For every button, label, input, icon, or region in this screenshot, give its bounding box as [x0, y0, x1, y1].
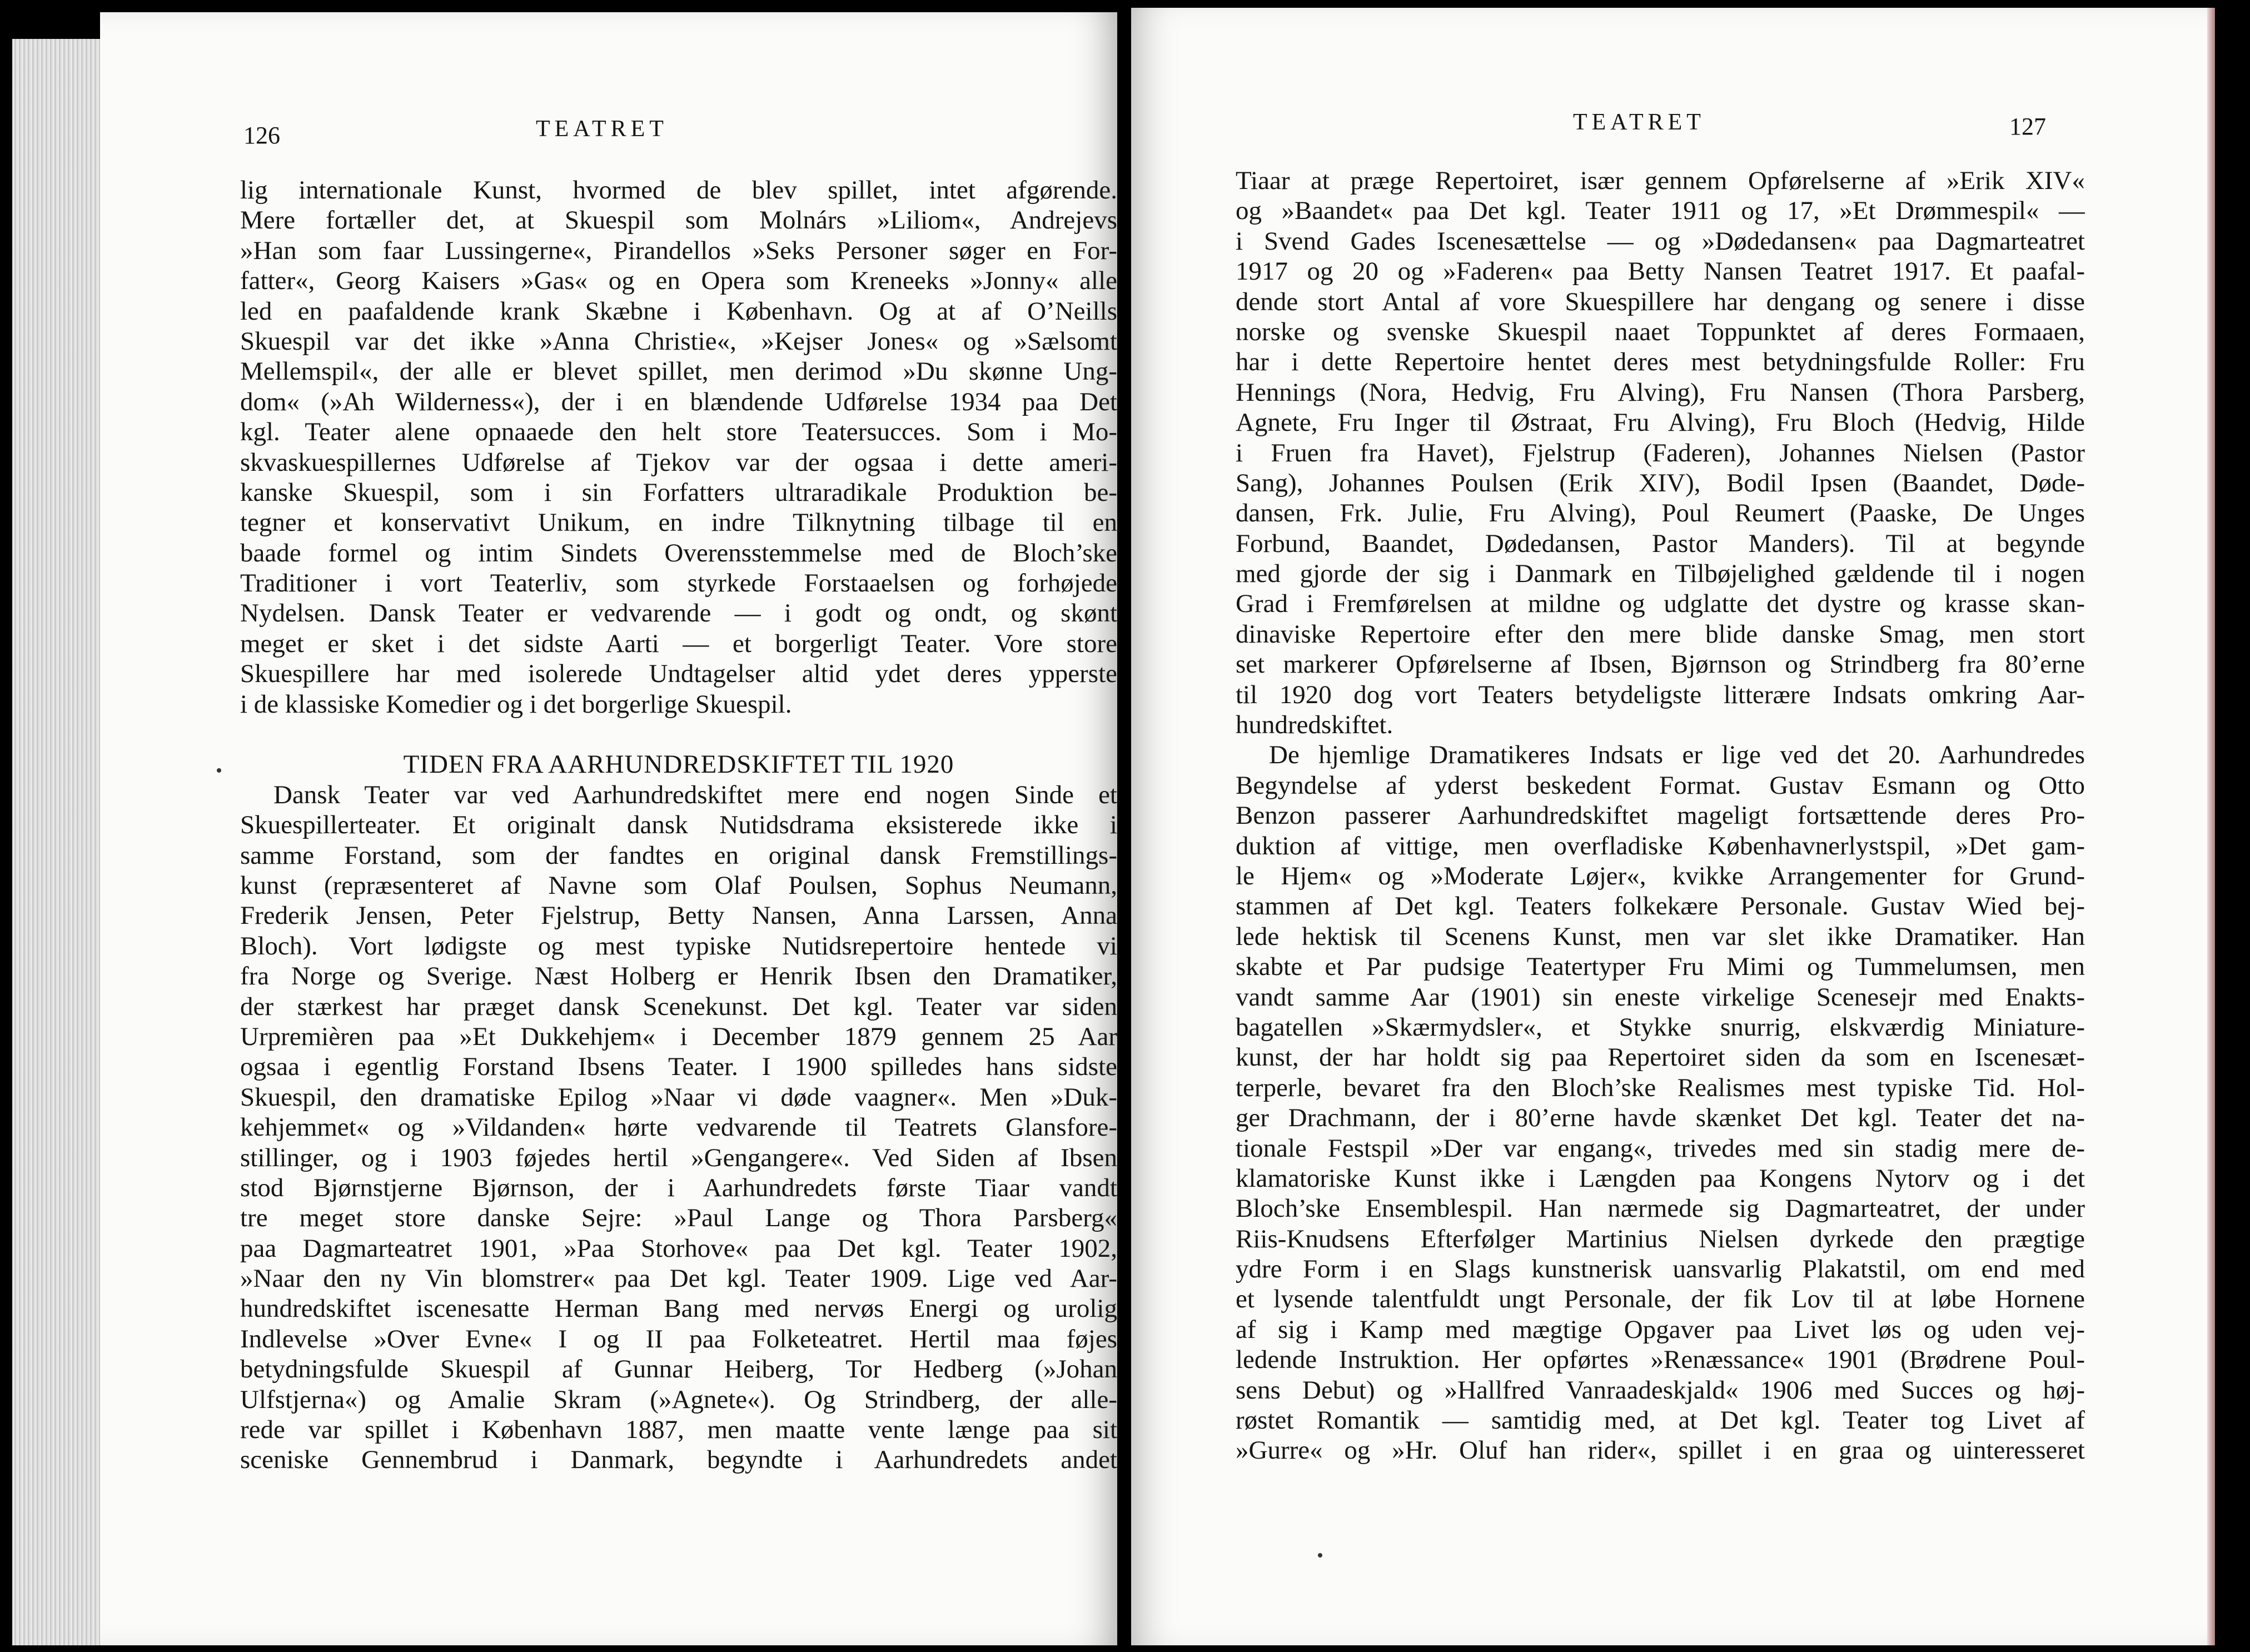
page-edges — [12, 39, 102, 1645]
text-line: le Hjem« og »Moderate Løjer«, kvikke Arrangementer for Grund- — [1236, 861, 2085, 890]
text-line: Sang), Johannes Poulsen (Erik XIV), Bodil Ipsen (Baandet, Døde- — [1236, 468, 2085, 497]
text-line: Agnete, Fru Inger til Østraat, Fru Alving), Fru Bloch (Hedvig, Hilde — [1236, 408, 2085, 437]
text-line: Bloch). Vort lødigste og mest typiske Nutidsrepertoire hentede vi — [240, 931, 1117, 961]
text-line: og »Baandet« paa Det kgl. Teater 1911 og 17, »Et Drømmespil« — — [1236, 196, 2085, 226]
paragraph-gap — [240, 719, 1117, 749]
text-line: hundredskiftet. — [1236, 710, 1393, 740]
text-line: Mellemspil«, der alle er blevet spillet, men derimod »Du skønne Ung- — [240, 357, 1117, 386]
text-line: »Naar den ny Vin blomstrer« paa Det kgl. Teater 1909. Lige ved Aar- — [240, 1264, 1117, 1293]
page-edge — [2207, 8, 2215, 1645]
text-line: med gjorde der sig i Danmark en Tilbøjelighed gældende til i nogen — [1236, 559, 2085, 589]
text-line: klamatoriske Kunst ikke i Længden paa Kongens Nytorv og i det — [1236, 1163, 2085, 1193]
text-line: duktion af vittige, men overfladiske Københavnerlystspil, »Det gam- — [1236, 831, 2085, 860]
text-line: led en paafaldende krank Skæbne i København. Og at af O’Neills — [240, 296, 1117, 326]
text-line: Skuespillere har med isolerede Undtagelser altid ydet deres ypperste — [240, 659, 1117, 689]
text-line: Riis-Knudsens Efterfølger Martinius Nielsen dyrkede den prægtige — [1236, 1224, 2085, 1253]
text-line: ger Drachmann, der i 80’erne havde skænket Det kgl. Teater det na- — [1236, 1103, 2085, 1133]
text-line: sens Debut) og »Hallfred Vanraadeskjald« 1906 med Succes og høj- — [1236, 1375, 2085, 1405]
text-line: Forbund, Baandet, Dødedansen, Pastor Manders). Til at begynde — [1236, 529, 2085, 558]
text-line: kunst (repræsenteret af Navne som Olaf Poulsen, Sophus Neumann, — [240, 870, 1117, 900]
text-line: ledende Instruktion. Her opførtes »Renæssance« 1901 (Brødrene Poul- — [1236, 1345, 2085, 1375]
text-line: Hennings (Nora, Hedvig, Fru Alving), Fru Nansen (Thora Parsberg, — [1236, 377, 2085, 407]
text-line: »Gurre« og »Hr. Oluf han rider«, spillet i en graa og uinteresseret — [1236, 1436, 2085, 1465]
text-line: dende stort Antal af vore Skuespillere har dengang og senere i disse — [1236, 287, 2085, 316]
text-line: tionale Festspil »Der var engang«, trivedes med sin stadig mere de- — [1236, 1133, 2085, 1163]
book-gutter — [1117, 0, 1131, 1652]
left-page — [100, 12, 1117, 1645]
text-line: røstet Romantik — samtidig med, at Det kgl. Teater tog Livet af — [1236, 1406, 2085, 1435]
text-line: hundredskiftet iscenesatte Herman Bang med nervøs Energi og urolig — [240, 1294, 1117, 1323]
text-line: skabte et Par pudsige Teatertyper Fru Mimi og Tummelumsen, men — [1236, 952, 2085, 982]
right-page — [1131, 8, 2215, 1645]
text-line: Ulfstjerna«) og Amalie Skram (»Agnete«). Og Strindberg, der alle- — [240, 1385, 1117, 1414]
text-line: i de klassiske Komedier og i det borgerlige Skuespil. — [240, 689, 792, 719]
text-line: bagatellen »Skærmydsler«, et Stykke snurrig, elskværdig Miniature- — [1236, 1012, 2085, 1042]
text-line: skvaskuespillernes Udførelse af Tjekov var der ogsaa i dette ameri- — [240, 447, 1117, 477]
text-line: Skuespil, den dramatiske Epilog »Naar vi døde vaagner«. Men »Duk- — [240, 1082, 1117, 1112]
text-line: paa Dagmarteatret 1901, »Paa Storhove« paa Det kgl. Teater 1902, — [240, 1233, 1117, 1263]
text-line: kgl. Teater alene opnaaede den helt store Teatersucces. Som i Mo- — [240, 417, 1117, 447]
text-line: fra Norge og Sverige. Næst Holberg er Henrik Ibsen den Dramatiker, — [240, 962, 1117, 991]
text-line: Nydelsen. Dansk Teater er vedvarende — i godt og ondt, og skønt — [240, 599, 1117, 628]
text-line: Skuespillerteater. Et originalt dansk Nutidsdrama eksisterede ikke i — [240, 810, 1117, 840]
right-page-number: 127 — [2009, 113, 2046, 140]
text-line: Mere fortæller det, at Skuespil som Molnárs »Liliom«, Andrejevs — [240, 206, 1117, 235]
text-line: Frederik Jensen, Peter Fjelstrup, Betty Nansen, Anna Larssen, Anna — [240, 901, 1117, 931]
right-running-head: TEATRET — [1573, 110, 1705, 135]
text-line: i Fruen fra Havet), Fjelstrup (Faderen), Johannes Nielsen (Pastor — [1236, 438, 2085, 467]
text-line: Skuespil var det ikke »Anna Christie«, »Kejser Jones« og »Sælsomt — [240, 326, 1117, 356]
text-line: Bloch’ske Ensemblespil. Han nærmede sig Dagmarteatret, der under — [1236, 1194, 2085, 1223]
margin-mark — [1318, 1553, 1322, 1558]
text-line: rede var spillet i København 1887, men maatte vente længe paa sit — [240, 1415, 1117, 1445]
text-line: lig internationale Kunst, hvormed de blev spillet, intet afgørende. — [240, 176, 1117, 205]
text-line: af sig i Kamp med mægtige Opgaver paa Livet løs og uden vej- — [1236, 1315, 2085, 1344]
text-line: stillinger, og i 1903 føjedes hertil »Gengangere«. Ved Siden af Ibsen — [240, 1143, 1117, 1172]
text-line: Begyndelse af yderst beskedent Format. Gustav Esmann og Otto — [1236, 770, 2085, 800]
text-line: betydningsfulde Skuespil af Gunnar Heiberg, Tor Hedberg (»Johan — [240, 1355, 1117, 1384]
right-body-text — [1236, 166, 2085, 1466]
text-line: Tiaar at præge Repertoiret, især gennem Opførelserne af »Erik XIV« — [1236, 166, 2085, 195]
left-page-number: 126 — [243, 122, 280, 149]
text-line: Dansk Teater var ved Aarhundredskiftet mere end nogen Sinde et — [273, 780, 1117, 809]
text-line: ogsaa i egentlig Forstand Ibsens Teater. I 1900 spilledes hans sidste — [240, 1052, 1117, 1082]
margin-mark — [217, 768, 221, 773]
text-line: set markerer Opførelserne af Ibsen, Bjørnson og Strindberg fra 80’erne — [1236, 650, 2085, 679]
text-line: Grad i Fremførelsen at mildne og udglatte det dystre og krasse skan- — [1236, 589, 2085, 619]
text-line: Urpremièren paa »Et Dukkehjem« i December 1879 gennem 25 Aar — [240, 1022, 1117, 1051]
text-line: sceniske Gennembrud i Danmark, begyndte i Aarhundredets andet — [240, 1445, 1117, 1475]
text-line: tre meget store danske Sejre: »Paul Lange og Thora Parsberg« — [240, 1203, 1117, 1233]
text-line: kanske Skuespil, som i sin Forfatters ultraradikale Produktion be- — [240, 477, 1117, 507]
left-running-head: TEATRET — [536, 116, 668, 142]
text-line: et lysende talentfuldt ungt Personale, der fik Lov til at løbe Hornene — [1236, 1285, 2085, 1314]
text-line: i Svend Gades Iscenesættelse — og »Dødedansen« paa Dagmarteatret — [1236, 226, 2085, 256]
text-line: dansen, Frk. Julie, Fru Alving), Poul Reumert (Paaske, De Unges — [1236, 499, 2085, 528]
text-line: samme Forstand, som der fandtes en original dansk Fremstillings- — [240, 840, 1117, 870]
text-line: fatter«, Georg Kaisers »Gas« og en Opera som Kreneeks »Jonny« alle — [240, 266, 1117, 296]
text-line: Indlevelse »Over Evne« I og II paa Folketeatret. Hertil maa føjes — [240, 1324, 1117, 1354]
text-line: ydre Form i en Slags kunstnerisk uansvarlig Plakatstil, om end med — [1236, 1255, 2085, 1284]
text-line: kehjemmet« og »Vildanden« hørte vedvarende til Teatrets Glansfore- — [240, 1113, 1117, 1142]
text-line: vandt samme Aar (1901) sin eneste virkelige Scenesejr med Enakts- — [1236, 982, 2085, 1012]
text-line: terperle, bevaret fra den Bloch’ske Realismes mest typiske Tid. Hol- — [1236, 1073, 2085, 1102]
text-line: der stærkest har præget dansk Scenekunst. Det kgl. Teater var siden — [240, 992, 1117, 1021]
text-line: De hjemlige Dramatikeres Indsats er lige ved det 20. Aarhundredes — [1269, 740, 2085, 770]
text-line: 1917 og 20 og »Faderen« paa Betty Nansen Teatret 1917. Et paafal- — [1236, 257, 2085, 286]
text-line: dom« (»Ah Wilderness«), der i en blændende Udførelse 1934 paa Det — [240, 387, 1117, 416]
text-line: kunst, der har holdt sig paa Repertoiret siden da som en Iscenesæt- — [1236, 1043, 2085, 1072]
text-line: tegner et konservativt Unikum, en indre Tilknytning tilbage til en — [240, 508, 1117, 538]
text-line: lede hektisk til Scenens Kunst, men var slet ikke Dramatiker. Han — [1236, 922, 2085, 951]
text-line: Benzon passerer Aarhundredskiftet mageligt fortsættende deres Pro- — [1236, 801, 2085, 830]
text-line: meget er sket i det sidste Aarti — et borgerligt Teater. Vore store — [240, 629, 1117, 658]
text-line: stammen af Det kgl. Teaters folkekære Personale. Gustav Wied bej- — [1236, 892, 2085, 921]
text-line: »Han som faar Lussingerne«, Pirandellos »Seks Personer søger en For- — [240, 236, 1117, 265]
text-line: dinaviske Repertoire efter den mere blide danske Smag, men stort — [1236, 619, 2085, 649]
left-body-text — [240, 175, 1117, 1475]
text-line: til 1920 dog vort Teaters betydeligste litterære Indsats omkring Aar- — [1236, 680, 2085, 709]
text-line: norske og svenske Skuespil naaet Toppunktet af deres Formaaen, — [1236, 317, 2085, 346]
section-heading: TIDEN FRA AARHUNDREDSKIFTET TIL 1920 — [403, 750, 954, 779]
text-line: har i dette Repertoire hentet deres mest betydningsfulde Roller: Fru — [1236, 347, 2085, 377]
text-line: Traditioner i vort Teaterliv, som styrkede Forstaaelsen og forhøjede — [240, 569, 1117, 598]
text-line: baade formel og intim Sindets Overensstemmelse med de Bloch’ske — [240, 538, 1117, 568]
text-line: stod Bjørnstjerne Bjørnson, der i Aarhundredets første Tiaar vandt — [240, 1173, 1117, 1202]
